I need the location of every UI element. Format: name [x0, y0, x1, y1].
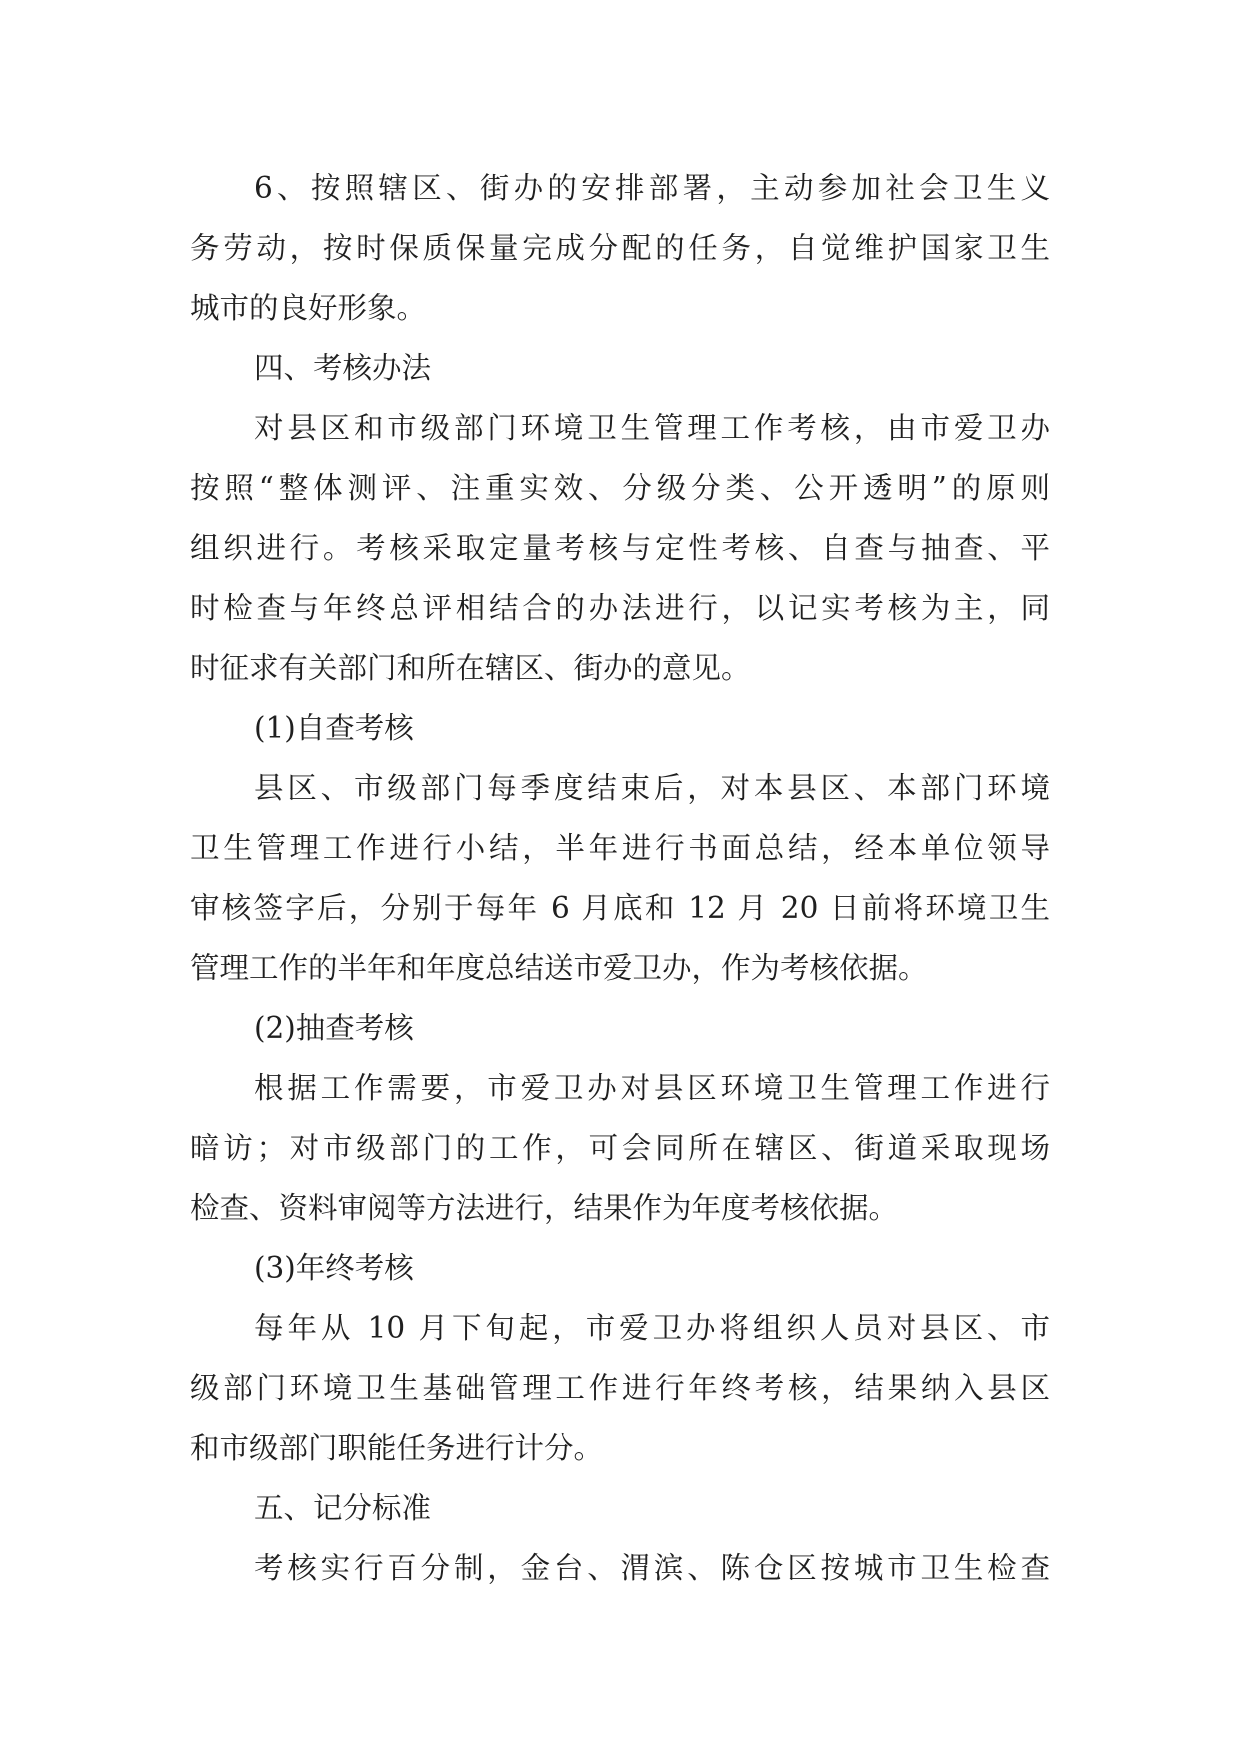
text-line: 按照“整体测评、注重实效、分级分类、公开透明”的原则: [190, 471, 1050, 505]
text-line: 检查、资料审阅等方法进行，结果作为年度考核依据。: [190, 1191, 899, 1225]
text-line: 时征求有关部门和所在辖区、街办的意见。: [190, 651, 751, 685]
text-line: 县区、市级部门每季度结束后，对本县区、本部门环境: [254, 771, 1050, 805]
subsection-heading: (2)抽查考核: [254, 1011, 414, 1045]
text-line: 考核实行百分制，金台、渭滨、陈仓区按城市卫生检查: [254, 1551, 1050, 1585]
text-line: 每年从 10 月下旬起，市爱卫办将组织人员对县区、市: [254, 1311, 1050, 1345]
text-line: 务劳动，按时保质保量完成分配的任务，自觉维护国家卫生: [190, 231, 1050, 265]
text-line: 管理工作的半年和年度总结送市爱卫办，作为考核依据。: [190, 951, 928, 985]
text-line: 级部门环境卫生基础管理工作进行年终考核，结果纳入县区: [190, 1371, 1050, 1405]
section-heading: 五、记分标准: [254, 1491, 432, 1525]
section-heading: 四、考核办法: [254, 351, 432, 385]
text-line: 审核签字后，分别于每年 6 月底和 12 月 20 日前将环境卫生: [190, 891, 1050, 925]
text-line: 组织进行。考核采取定量考核与定性考核、自查与抽查、平: [190, 531, 1050, 565]
text-line: 卫生管理工作进行小结，半年进行书面总结，经本单位领导: [190, 831, 1050, 865]
text-line: 对县区和市级部门环境卫生管理工作考核，由市爱卫办: [254, 411, 1050, 445]
text-line: 暗访；对市级部门的工作，可会同所在辖区、街道采取现场: [190, 1131, 1050, 1165]
text-line: 时检查与年终总评相结合的办法进行，以记实考核为主，同: [190, 591, 1050, 625]
text-line: 根据工作需要，市爱卫办对县区环境卫生管理工作进行: [254, 1071, 1050, 1105]
text-line: 和市级部门职能任务进行计分。: [190, 1431, 604, 1465]
text-line: 6、按照辖区、街办的安排部署，主动参加社会卫生义: [254, 171, 1050, 205]
text-line: 城市的良好形象。: [190, 291, 427, 325]
subsection-heading: (1)自查考核: [254, 711, 414, 745]
subsection-heading: (3)年终考核: [254, 1251, 414, 1285]
